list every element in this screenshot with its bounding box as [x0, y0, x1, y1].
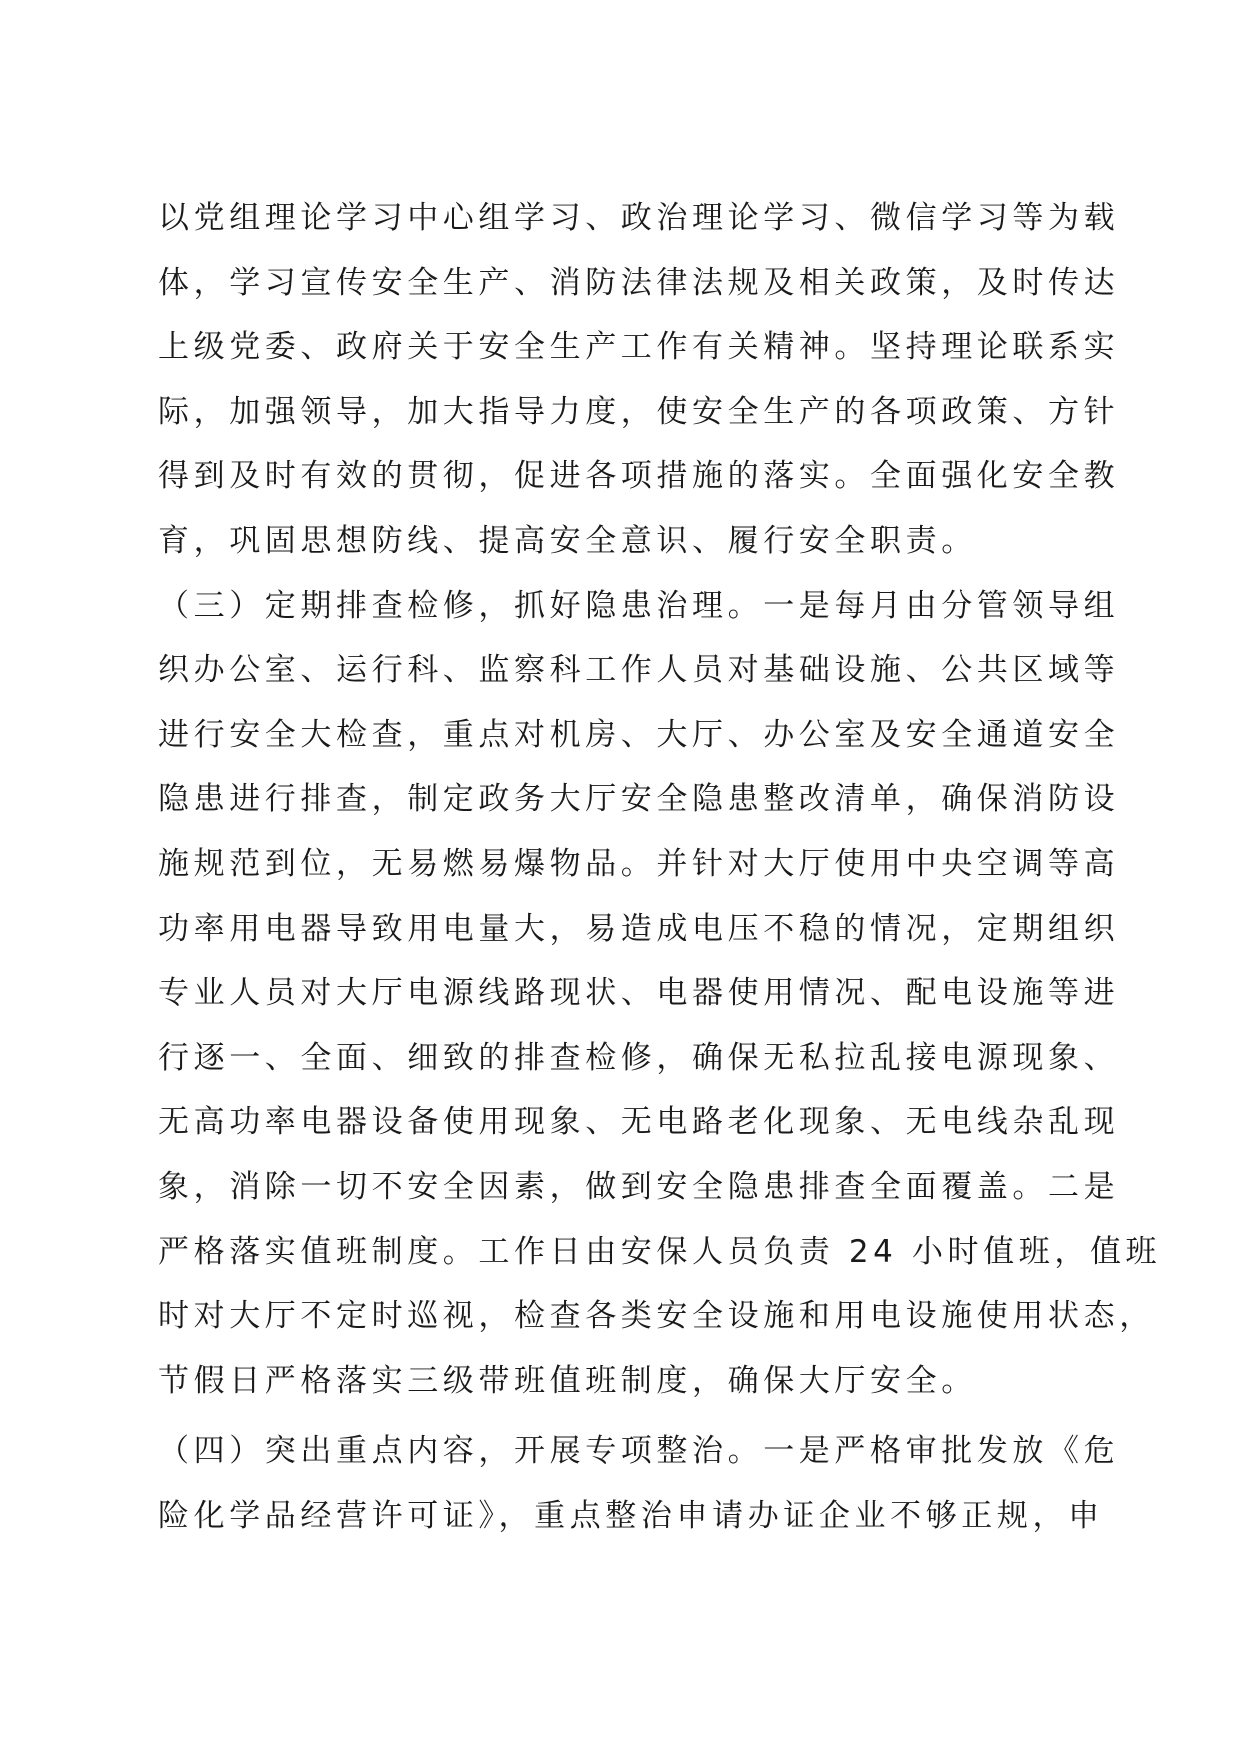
text-line: 体，学习宣传安全生产、消防法律法规及相关政策，及时传达: [158, 264, 1120, 301]
text-line: 上级党委、政府关于安全生产工作有关精神。坚持理论联系实: [158, 329, 1120, 366]
paragraph-section-3: [158, 574, 1162, 1414]
text-line: 险化学品经营许可证》，重点整治申请办证企业不够正规，申: [158, 1497, 1104, 1534]
text-line: 功率用电器导致用电量大，易造成电压不稳的情况，定期组织: [158, 910, 1120, 947]
text-line: 严格落实值班制度。工作日由安保人员负责 24 小时值班，值班: [158, 1233, 1162, 1270]
text-line: 行逐一、全面、细致的排查检修，确保无私拉乱接电源现象、: [158, 1039, 1120, 1076]
paragraph-section-4: [158, 1419, 1120, 1548]
text-line: 时对大厅不定时巡视，检查各类安全设施和用电设施使用状态，: [158, 1298, 1155, 1335]
text-line: 专业人员对大厅电源线路现状、电器使用情况、配电设施等进: [158, 975, 1120, 1012]
text-line: 施规范到位，无易燃易爆物品。并针对大厅使用中央空调等高: [158, 845, 1120, 882]
text-line: 际，加强领导，加大指导力度，使安全生产的各项政策、方针: [158, 393, 1120, 430]
text-line: 象，消除一切不安全因素，做到安全隐患排查全面覆盖。二是: [158, 1168, 1120, 1205]
text-line: 织办公室、运行科、监察科工作人员对基础设施、公共区域等: [158, 652, 1120, 689]
text-line: 无高功率电器设备使用现象、无电路老化现象、无电线杂乱现: [158, 1104, 1120, 1141]
section-heading-line: （三）定期排查检修，抓好隐患治理。一是每月由分管领导组: [158, 587, 1120, 624]
text-line: 节假日严格落实三级带班值班制度，确保大厅安全。: [158, 1362, 977, 1399]
text-line: 育，巩固思想防线、提高安全意识、履行安全职责。: [158, 522, 977, 559]
paragraph-study: [158, 186, 1120, 574]
section-heading-line: （四）突出重点内容，开展专项整治。一是严格审批发放《危: [158, 1433, 1120, 1470]
text-line: 隐患进行排查，制定政务大厅安全隐患整改清单，确保消防设: [158, 781, 1120, 818]
text-line: 以党组理论学习中心组学习、政治理论学习、微信学习等为载: [158, 200, 1120, 236]
document-body: [158, 186, 1162, 1548]
text-line: 进行安全大检查，重点对机房、大厅、办公室及安全通道安全: [158, 716, 1120, 753]
text-line: 得到及时有效的贯彻，促进各项措施的落实。全面强化安全教: [158, 458, 1120, 495]
